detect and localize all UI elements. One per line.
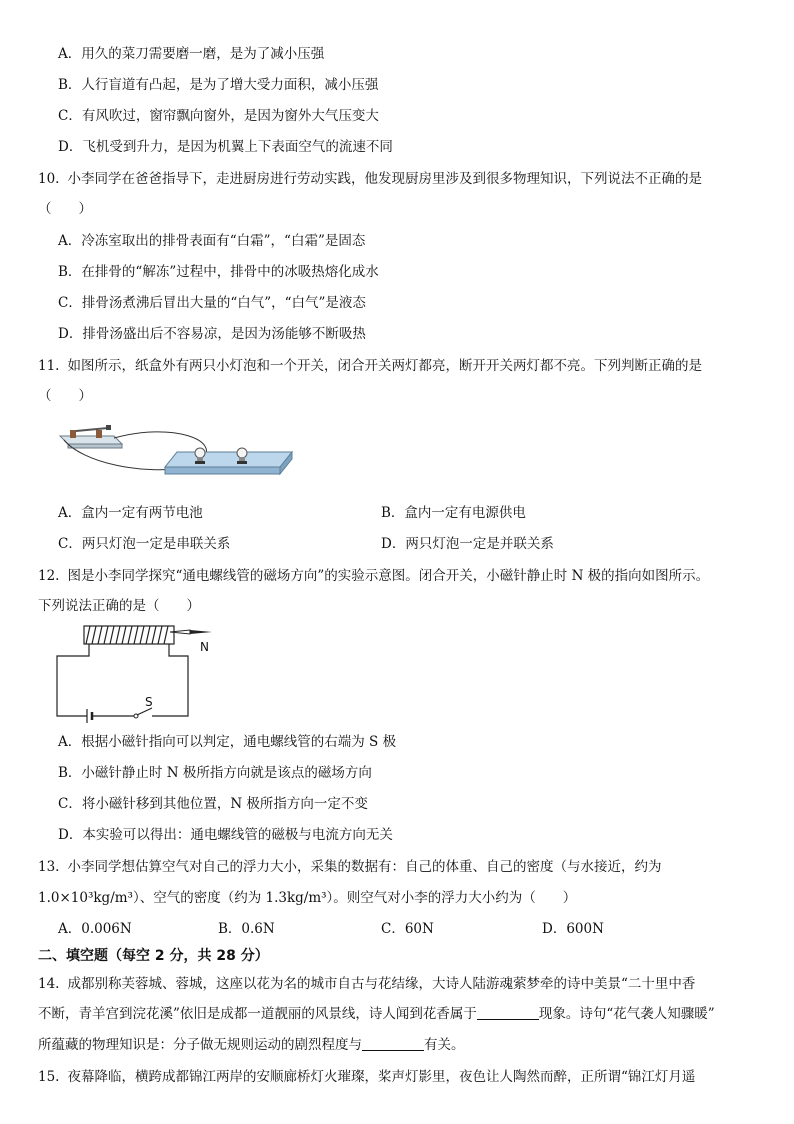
q14-stem bbox=[38, 974, 695, 994]
q15-line1: 夜幕降临，横跨成都锦江两岸的安顺廊桥灯火璀璨，桨声灯影里，夜色让人陶然而醉，正所谓“锦江灯月遥 bbox=[67, 1069, 696, 1085]
q9-option-a: A．用久的菜刀需要磨一磨，是为了减小压强 bbox=[58, 46, 325, 62]
switch-terminal-icon bbox=[70, 430, 76, 438]
q12-stem bbox=[38, 566, 709, 586]
q14-line2 bbox=[38, 1004, 715, 1024]
answer-blank[interactable] bbox=[477, 1005, 539, 1020]
q13-text-line2: 1.0×10³kg/m³）、空气的密度（约为 1.3kg/m³）。则空气对小李的浮力大小约为（ ） bbox=[38, 890, 577, 906]
bulb-icon bbox=[237, 448, 247, 464]
q13-number: 13. bbox=[38, 859, 60, 875]
q12-solenoid-figure bbox=[52, 618, 222, 724]
q13-option-a: A．0.006N bbox=[58, 921, 132, 937]
q12-option-b: B．小磁针静止时 N 极所指方向就是该点的磁场方向 bbox=[58, 765, 372, 781]
q13-option-c: C．60N bbox=[381, 921, 434, 937]
q11-option-d: D．两只灯泡一定是并联关系 bbox=[381, 536, 554, 552]
q10-text-line1: 小李同学在爸爸指导下，走进厨房进行劳动实践，他发现厨房里涉及到很多物理知识，下列说法不正确的是 bbox=[67, 171, 702, 187]
q10-option-a: A．冷冻室取出的排骨表面有“白霜”，“白霜”是固态 bbox=[58, 233, 366, 249]
answer-blank[interactable] bbox=[362, 1036, 424, 1051]
q12-text-line2: 下列说法正确的是（ ） bbox=[38, 598, 200, 614]
q9-option-b: B．人行盲道有凸起，是为了增大受力面积，减小压强 bbox=[58, 77, 379, 93]
q9-option-c: C．有风吹过，窗帘飘向窗外，是因为窗外大气压变大 bbox=[58, 108, 379, 124]
q10-number: 10. bbox=[38, 171, 60, 187]
q11-text-line1: 如图所示，纸盒外有两只小灯泡和一个开关，闭合开关两灯都亮，断开开关两灯都不亮。下列判断正确的是 bbox=[67, 358, 702, 374]
q11-answer-paren: （ ） bbox=[38, 388, 92, 404]
q14-line2-b: 现象。诗句“花气袭人知骤暖” bbox=[538, 1006, 715, 1022]
q13-option-d: D．600N bbox=[542, 921, 604, 937]
q10-option-c: C．排骨汤煮沸后冒出大量的“白气”，“白气”是液态 bbox=[58, 295, 366, 311]
q15-number: 15. bbox=[38, 1069, 60, 1085]
q11-circuit-figure bbox=[52, 412, 297, 487]
q10-option-b: B．在排骨的“解冻”过程中，排骨中的冰吸热熔化成水 bbox=[58, 264, 379, 280]
paper-box-icon bbox=[165, 452, 292, 467]
q11-option-b: B．盒内一定有电源供电 bbox=[381, 505, 526, 521]
needle-n-label: N bbox=[200, 640, 209, 654]
q14-line3 bbox=[38, 1035, 465, 1055]
q11-option-c: C．两只灯泡一定是串联关系 bbox=[58, 536, 231, 552]
q12-option-d: D．本实验可以得出：通电螺线管的磁极与电流方向无关 bbox=[58, 827, 393, 843]
switch-s-label: S bbox=[145, 695, 153, 709]
q12-option-c: C．将小磁针移到其他位置，N 极所指方向一定不变 bbox=[58, 796, 368, 812]
q10-stem bbox=[38, 169, 702, 189]
q11-stem bbox=[38, 356, 702, 376]
section-heading-fill-in: 二、填空题（每空 2 分，共 28 分） bbox=[38, 948, 269, 964]
q13-stem bbox=[38, 857, 661, 877]
q14-line3-a: 所蕴藏的物理知识是：分子做无规则运动的剧烈程度与 bbox=[38, 1037, 362, 1053]
solenoid-coil-icon bbox=[84, 626, 174, 644]
switch-blade-icon bbox=[76, 428, 108, 431]
q12-text-line1: 图是小李同学探究“通电螺线管的磁场方向”的实验示意图。闭合开关，小磁针静止时 N 极的指向如图所示。 bbox=[67, 568, 710, 584]
switch-s-icon bbox=[134, 708, 152, 718]
q11-number: 11. bbox=[38, 358, 60, 374]
q14-number: 14. bbox=[38, 976, 60, 992]
q10-option-d: D．排骨汤盛出后不容易凉，是因为汤能够不断吸热 bbox=[58, 326, 366, 342]
q14-line3-b: 有关。 bbox=[424, 1037, 465, 1053]
bulb-icon bbox=[195, 448, 205, 464]
q15-stem bbox=[38, 1067, 695, 1087]
q12-number: 12. bbox=[38, 568, 60, 584]
battery-icon bbox=[87, 709, 92, 723]
q13-text-line1: 小李同学想估算空气对自己的浮力大小，采集的数据有：自己的体重、自己的密度（与水接近，约为 bbox=[67, 859, 662, 875]
compass-needle-icon bbox=[170, 630, 212, 634]
q14-line1: 成都别称芙蓉城、蓉城，这座以花为名的城市自古与花结缘，大诗人陆游魂萦梦牵的诗中美景“二十里中香 bbox=[67, 976, 696, 992]
q10-answer-paren: （ ） bbox=[38, 201, 92, 217]
q12-option-a: A．根据小磁针指向可以判定，通电螺线管的右端为 S 极 bbox=[58, 734, 397, 750]
q14-line2-a: 不断，青羊宫到浣花溪”依旧是成都一道靓丽的风景线，诗人闻到花香属于 bbox=[38, 1006, 477, 1022]
q11-option-a: A．盒内一定有两节电池 bbox=[58, 505, 203, 521]
q13-option-b: B．0.6N bbox=[218, 921, 275, 937]
q9-option-d: D．飞机受到升力，是因为机翼上下表面空气的流速不同 bbox=[58, 139, 393, 155]
